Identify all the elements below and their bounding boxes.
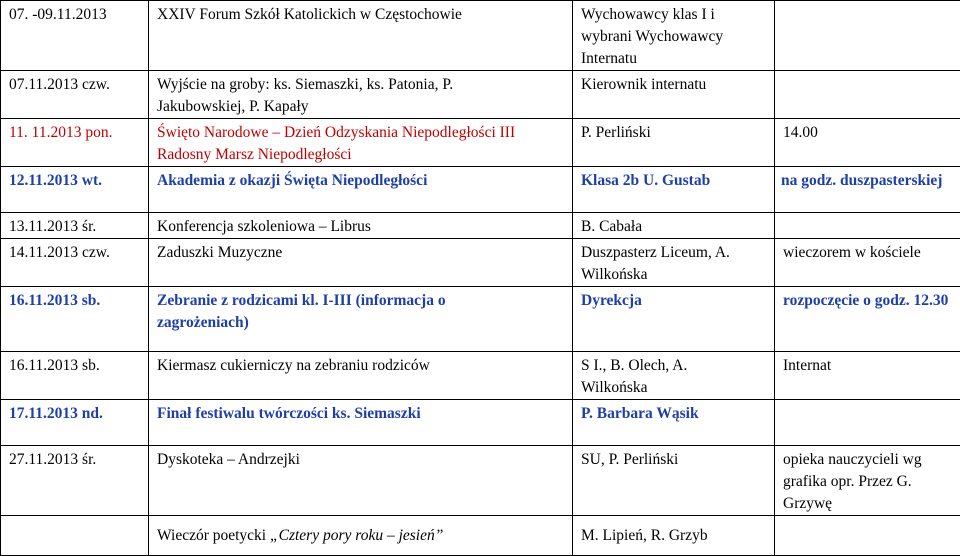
table-row xyxy=(1,352,960,400)
row-event: Wyjście na groby: ks. Siemaszki, ks. Patonia, P. Jakubowskiej, P. Kapały xyxy=(149,71,573,119)
table-row xyxy=(1,516,960,556)
row-note xyxy=(775,213,960,239)
row-date: 07. -09.11.2013 xyxy=(1,1,149,71)
row-note: opieka nauczycieli wg grafika opr. Przez G. Grzywę xyxy=(775,446,960,516)
row-responsible: S I., B. Olech, A. Wilkońska xyxy=(573,352,775,400)
row-event: Zebranie z rodzicami kl. I-III (informacja o zagrożeniach) xyxy=(149,287,573,352)
table-row xyxy=(1,213,960,239)
row-note: rozpoczęcie o godz. 12.30 xyxy=(775,287,960,352)
table-row xyxy=(1,287,960,352)
row-date: 11. 11.2013 pon. xyxy=(1,119,149,167)
row-responsible: Wychowawcy klas I i wybrani Wychowawcy Internatu xyxy=(573,1,775,71)
row-responsible: SU, P. Perliński xyxy=(573,446,775,516)
table-row xyxy=(1,239,960,287)
table-row xyxy=(1,71,960,119)
row-date: 17.11.2013 nd. xyxy=(1,400,149,446)
row-date xyxy=(1,516,149,556)
row-responsible: M. Lipień, R. Grzyb xyxy=(573,516,775,556)
row-event: XXIV Forum Szkół Katolickich w Częstochowie xyxy=(149,1,573,71)
row-responsible: Dyrekcja xyxy=(573,287,775,352)
row-date: 16.11.2013 sb. xyxy=(1,287,149,352)
row-event: Dyskoteka – Andrzejki xyxy=(149,446,573,516)
row-event: Święto Narodowe – Dzień Odzyskania Niepodległości III Radosny Marsz Niepodległości xyxy=(149,119,573,167)
row-event: Finał festiwalu twórczości ks. Siemaszki xyxy=(149,400,573,446)
event-title: „Cztery pory roku – jesień” xyxy=(270,527,443,544)
row-date: 14.11.2013 czw. xyxy=(1,239,149,287)
row-date: 27.11.2013 śr. xyxy=(1,446,149,516)
table-row xyxy=(1,167,960,213)
table-row xyxy=(1,1,960,71)
row-date: 07.11.2013 czw. xyxy=(1,71,149,119)
table-row xyxy=(1,119,960,167)
row-note: na godz. duszpasterskiej xyxy=(775,167,960,213)
event-prefix: Wieczór poetycki xyxy=(157,527,270,544)
row-responsible: Klasa 2b U. Gustab xyxy=(573,167,775,213)
row-responsible: B. Cabała xyxy=(573,213,775,239)
row-event xyxy=(149,516,573,556)
row-event: Konferencja szkoleniowa – Librus xyxy=(149,213,573,239)
row-note xyxy=(775,71,960,119)
row-event: Akademia z okazji Święta Niepodległości xyxy=(149,167,573,213)
row-responsible: Duszpasterz Liceum, A. Wilkońska xyxy=(573,239,775,287)
row-note xyxy=(775,1,960,71)
row-note xyxy=(775,400,960,446)
row-note xyxy=(775,516,960,556)
row-note: wieczorem w kościele xyxy=(775,239,960,287)
row-responsible: P. Barbara Wąsik xyxy=(573,400,775,446)
row-responsible: P. Perliński xyxy=(573,119,775,167)
row-event: Kiermasz cukierniczy na zebraniu rodziców xyxy=(149,352,573,400)
row-responsible: Kierownik internatu xyxy=(573,71,775,119)
row-note: Internat xyxy=(775,352,960,400)
table-row xyxy=(1,446,960,516)
row-date: 16.11.2013 sb. xyxy=(1,352,149,400)
row-note: 14.00 xyxy=(775,119,960,167)
row-event: Zaduszki Muzyczne xyxy=(149,239,573,287)
table-row xyxy=(1,400,960,446)
row-date: 13.11.2013 śr. xyxy=(1,213,149,239)
row-date: 12.11.2013 wt. xyxy=(1,167,149,213)
